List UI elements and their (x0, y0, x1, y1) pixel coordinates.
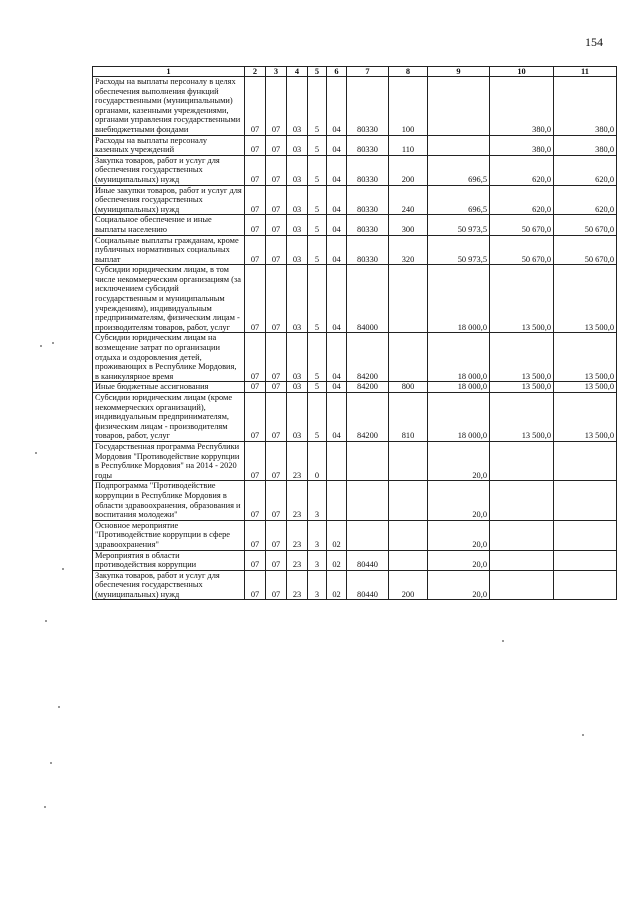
cell-col-4: 03 (287, 393, 308, 442)
cell-col-10: 13 500,0 (490, 265, 554, 333)
cell-col-11: 13 500,0 (554, 393, 617, 442)
cell-col-4: 03 (287, 215, 308, 235)
cell-col-7: 84000 (347, 265, 389, 333)
cell-col-7: 84200 (347, 333, 389, 382)
cell-col-11 (554, 441, 617, 480)
cell-col-8 (389, 441, 428, 480)
cell-col-10 (490, 550, 554, 570)
table-row (93, 382, 617, 393)
cell-col-8: 320 (389, 235, 428, 265)
cell-col-7: 80440 (347, 550, 389, 570)
cell-col-9: 696,5 (428, 185, 490, 215)
cell-col-11: 620,0 (554, 155, 617, 185)
cell-col-4: 23 (287, 520, 308, 550)
cell-col-7 (347, 520, 389, 550)
cell-col-6: 02 (327, 520, 347, 550)
cell-col-8 (389, 550, 428, 570)
cell-col-9: 18 000,0 (428, 265, 490, 333)
cell-col-10: 380,0 (490, 135, 554, 155)
cell-col-11 (554, 481, 617, 520)
cell-col-8 (389, 520, 428, 550)
cell-col-4: 03 (287, 155, 308, 185)
cell-col-11 (554, 520, 617, 550)
cell-col-8 (389, 481, 428, 520)
cell-col-10: 620,0 (490, 155, 554, 185)
cell-col-3: 07 (266, 441, 287, 480)
cell-col-11: 13 500,0 (554, 265, 617, 333)
cell-col-3: 07 (266, 570, 287, 600)
cell-col-2: 07 (245, 135, 266, 155)
cell-col-6: 04 (327, 155, 347, 185)
cell-col-4: 23 (287, 441, 308, 480)
budget-table (92, 66, 617, 600)
page-number: 154 (585, 35, 603, 49)
table-row (93, 265, 617, 333)
cell-col-5: 3 (308, 481, 327, 520)
cell-col-11: 13 500,0 (554, 382, 617, 393)
cell-col-3: 07 (266, 77, 287, 136)
cell-col-4: 23 (287, 481, 308, 520)
cell-col-7: 80330 (347, 135, 389, 155)
cell-col-11: 380,0 (554, 77, 617, 136)
row-description: Субсидии юридическим лицам (кроме некоммерческих организаций), индивидуальным предпринимателям, физическим лицам - производителям товаров, работ, услуг (93, 393, 245, 442)
cell-col-7: 80330 (347, 215, 389, 235)
cell-col-3: 07 (266, 393, 287, 442)
column-header: 8 (389, 67, 428, 77)
cell-col-7 (347, 441, 389, 480)
row-description: Государственная программа Республики Мордовия "Противодействие коррупции в Республике Мордовия" на 2014 - 2020 годы (93, 441, 245, 480)
cell-col-5: 5 (308, 135, 327, 155)
row-description: Социальные выплаты гражданам, кроме публичных нормативных социальных выплат (93, 235, 245, 265)
column-header: 5 (308, 67, 327, 77)
cell-col-10 (490, 481, 554, 520)
cell-col-3: 07 (266, 155, 287, 185)
cell-col-8: 810 (389, 393, 428, 442)
cell-col-2: 07 (245, 520, 266, 550)
cell-col-6: 04 (327, 135, 347, 155)
cell-col-6: 04 (327, 393, 347, 442)
table-row (93, 333, 617, 382)
cell-col-10: 13 500,0 (490, 333, 554, 382)
cell-col-9: 18 000,0 (428, 333, 490, 382)
cell-col-2: 07 (245, 550, 266, 570)
cell-col-2: 07 (245, 333, 266, 382)
cell-col-5: 5 (308, 77, 327, 136)
row-description: Субсидии юридическим лицам на возмещение затрат по организации отдыха и оздоровления детей, проживающих в Республике Мордовия, в каникулярное время (93, 333, 245, 382)
cell-col-8: 800 (389, 382, 428, 393)
cell-col-4: 23 (287, 550, 308, 570)
row-description: Закупка товаров, работ и услуг для обеспечения государственных (муниципальных) нужд (93, 570, 245, 600)
cell-col-6: 04 (327, 215, 347, 235)
cell-col-8 (389, 333, 428, 382)
cell-col-2: 07 (245, 481, 266, 520)
table-row (93, 235, 617, 265)
cell-col-4: 03 (287, 77, 308, 136)
table-row (93, 550, 617, 570)
cell-col-10 (490, 441, 554, 480)
cell-col-9: 20,0 (428, 520, 490, 550)
cell-col-7 (347, 481, 389, 520)
column-header: 7 (347, 67, 389, 77)
cell-col-5: 5 (308, 235, 327, 265)
cell-col-4: 03 (287, 333, 308, 382)
cell-col-5: 5 (308, 215, 327, 235)
cell-col-3: 07 (266, 333, 287, 382)
cell-col-5: 5 (308, 382, 327, 393)
cell-col-7: 80330 (347, 235, 389, 265)
cell-col-2: 07 (245, 382, 266, 393)
cell-col-3: 07 (266, 265, 287, 333)
cell-col-9: 20,0 (428, 550, 490, 570)
cell-col-3: 07 (266, 550, 287, 570)
cell-col-9: 18 000,0 (428, 393, 490, 442)
cell-col-3: 07 (266, 481, 287, 520)
cell-col-6: 04 (327, 235, 347, 265)
cell-col-9 (428, 77, 490, 136)
cell-col-10: 13 500,0 (490, 393, 554, 442)
cell-col-2: 07 (245, 155, 266, 185)
cell-col-6: 02 (327, 550, 347, 570)
table-row (93, 481, 617, 520)
column-header: 9 (428, 67, 490, 77)
row-description: Субсидии юридическим лицам, в том числе некоммерческим организациям (за исключением субсидий государственным и муниципальным учреждениям), индивидуальным предпринимателям, физическим лицам - производителям товаров, работ, услуг (93, 265, 245, 333)
cell-col-8 (389, 265, 428, 333)
cell-col-7: 80330 (347, 185, 389, 215)
cell-col-2: 07 (245, 235, 266, 265)
cell-col-2: 07 (245, 393, 266, 442)
cell-col-6: 04 (327, 185, 347, 215)
cell-col-9: 20,0 (428, 481, 490, 520)
cell-col-6: 02 (327, 570, 347, 600)
cell-col-9: 20,0 (428, 441, 490, 480)
cell-col-5: 5 (308, 155, 327, 185)
cell-col-4: 03 (287, 265, 308, 333)
cell-col-6 (327, 441, 347, 480)
cell-col-11: 50 670,0 (554, 235, 617, 265)
cell-col-7: 84200 (347, 382, 389, 393)
cell-col-9: 50 973,5 (428, 215, 490, 235)
table-row (93, 77, 617, 136)
cell-col-5: 5 (308, 393, 327, 442)
cell-col-3: 07 (266, 520, 287, 550)
cell-col-6: 04 (327, 333, 347, 382)
cell-col-11: 620,0 (554, 185, 617, 215)
cell-col-8: 200 (389, 570, 428, 600)
cell-col-3: 07 (266, 185, 287, 215)
cell-col-11: 50 670,0 (554, 215, 617, 235)
cell-col-5: 5 (308, 333, 327, 382)
cell-col-10: 13 500,0 (490, 382, 554, 393)
cell-col-4: 03 (287, 135, 308, 155)
row-description: Иные бюджетные ассигнования (93, 382, 245, 393)
cell-col-9: 18 000,0 (428, 382, 490, 393)
column-header: 11 (554, 67, 617, 77)
cell-col-7: 84200 (347, 393, 389, 442)
row-description: Мероприятия в области противодействия коррупции (93, 550, 245, 570)
table-row (93, 185, 617, 215)
row-description: Расходы на выплаты персоналу в целях обеспечения выполнения функций государственными (муниципальными) органами, казенными учреждениями, органами управления государственными внебюджетными фондами (93, 77, 245, 136)
row-description: Подпрограмма "Противодействие коррупции в Республике Мордовия в области здравоохранения, образования и воспитания молодежи" (93, 481, 245, 520)
cell-col-6: 04 (327, 77, 347, 136)
cell-col-4: 03 (287, 382, 308, 393)
cell-col-2: 07 (245, 185, 266, 215)
table-header-row (93, 67, 617, 77)
cell-col-2: 07 (245, 570, 266, 600)
cell-col-9: 20,0 (428, 570, 490, 600)
column-header: 4 (287, 67, 308, 77)
cell-col-10: 620,0 (490, 185, 554, 215)
row-description: Социальное обеспечение и иные выплаты населению (93, 215, 245, 235)
cell-col-10: 50 670,0 (490, 235, 554, 265)
cell-col-6: 04 (327, 382, 347, 393)
cell-col-11: 380,0 (554, 135, 617, 155)
table-row (93, 570, 617, 600)
row-description: Основное мероприятие "Противодействие коррупции в сфере здравоохранения" (93, 520, 245, 550)
cell-col-7: 80330 (347, 77, 389, 136)
cell-col-8: 240 (389, 185, 428, 215)
cell-col-5: 5 (308, 185, 327, 215)
cell-col-3: 07 (266, 135, 287, 155)
cell-col-2: 07 (245, 77, 266, 136)
cell-col-2: 07 (245, 441, 266, 480)
cell-col-8: 300 (389, 215, 428, 235)
cell-col-11: 13 500,0 (554, 333, 617, 382)
column-header: 6 (327, 67, 347, 77)
cell-col-10 (490, 520, 554, 550)
cell-col-8: 110 (389, 135, 428, 155)
cell-col-7: 80440 (347, 570, 389, 600)
cell-col-3: 07 (266, 215, 287, 235)
column-header: 3 (266, 67, 287, 77)
table-row (93, 520, 617, 550)
cell-col-8: 100 (389, 77, 428, 136)
cell-col-9: 696,5 (428, 155, 490, 185)
cell-col-5: 3 (308, 570, 327, 600)
cell-col-3: 07 (266, 382, 287, 393)
cell-col-10 (490, 570, 554, 600)
cell-col-9: 50 973,5 (428, 235, 490, 265)
cell-col-11 (554, 550, 617, 570)
row-description: Расходы на выплаты персоналу казенных учреждений (93, 135, 245, 155)
cell-col-11 (554, 570, 617, 600)
cell-col-4: 03 (287, 185, 308, 215)
cell-col-6 (327, 481, 347, 520)
cell-col-5: 5 (308, 265, 327, 333)
cell-col-7: 80330 (347, 155, 389, 185)
cell-col-9 (428, 135, 490, 155)
cell-col-8: 200 (389, 155, 428, 185)
cell-col-10: 380,0 (490, 77, 554, 136)
row-description: Закупка товаров, работ и услуг для обеспечения государственных (муниципальных) нужд (93, 155, 245, 185)
table-body (93, 77, 617, 600)
cell-col-2: 07 (245, 215, 266, 235)
table-row (93, 441, 617, 480)
column-header: 2 (245, 67, 266, 77)
cell-col-5: 3 (308, 520, 327, 550)
cell-col-5: 0 (308, 441, 327, 480)
table-row (93, 215, 617, 235)
row-description: Иные закупки товаров, работ и услуг для обеспечения государственных (муниципальных) нужд (93, 185, 245, 215)
cell-col-10: 50 670,0 (490, 215, 554, 235)
cell-col-4: 23 (287, 570, 308, 600)
cell-col-3: 07 (266, 235, 287, 265)
table-row (93, 135, 617, 155)
column-header: 10 (490, 67, 554, 77)
cell-col-2: 07 (245, 265, 266, 333)
table-row (93, 155, 617, 185)
cell-col-5: 3 (308, 550, 327, 570)
cell-col-6: 04 (327, 265, 347, 333)
table-row (93, 393, 617, 442)
cell-col-4: 03 (287, 235, 308, 265)
column-header: 1 (93, 67, 245, 77)
